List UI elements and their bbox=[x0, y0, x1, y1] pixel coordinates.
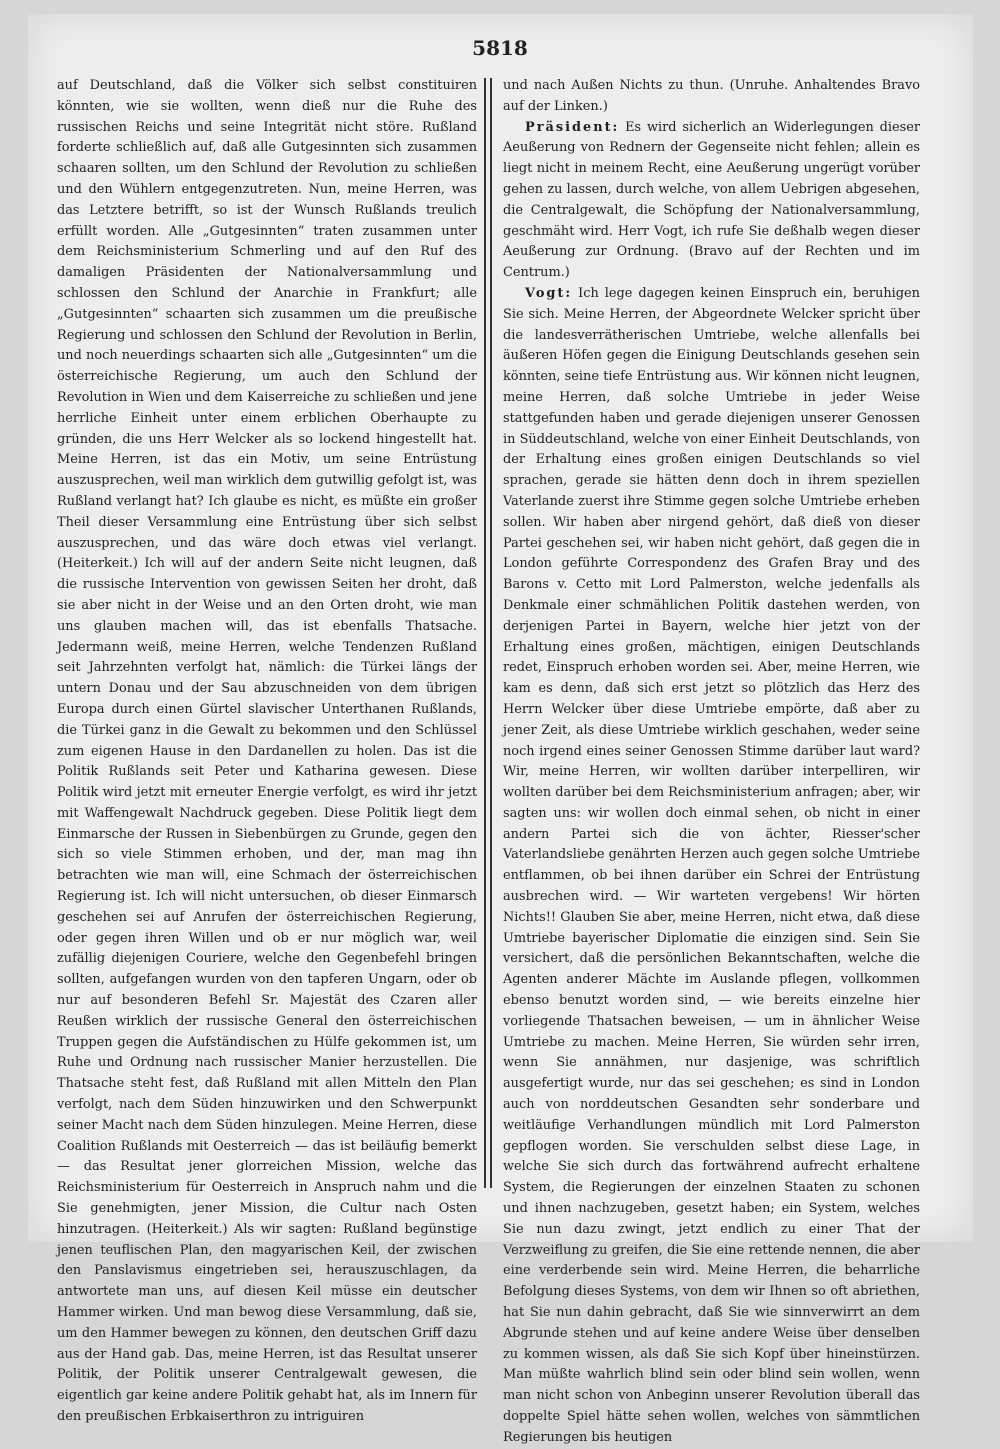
president-speech-text: Es wird sicherlich an Widerlegungen dieser Aeußerung von Rednern der Gegenseite nicht fehlen; allein es liegt nicht in meinem Recht, eine Aeußerung ungerügt vorüber gehen zu lassen, durch welche, von allem Uebrigen abgesehen, die Centralgewalt, die Schöpfung der Nationalversammlung, geschmäht wird. Herr Vogt, ich rufe Sie deßhalb wegen dieser Aeußerung zur Ordnung. (Bravo auf der Rechten und im Centrum.) bbox=[503, 119, 920, 281]
column-divider-left bbox=[484, 78, 486, 1188]
right-column-paragraph-1: und nach Außen Nichts zu thun. (Unruhe. Anhaltendes Bravo auf der Linken.) bbox=[503, 78, 920, 114]
president-speech bbox=[503, 118, 920, 284]
left-column bbox=[57, 76, 477, 1428]
speaker-president: Präsident: bbox=[525, 119, 620, 135]
speaker-vogt: Vogt: bbox=[525, 285, 573, 301]
column-divider-right bbox=[490, 78, 492, 1188]
vogt-speech-text: Ich lege dagegen keinen Einspruch ein, beruhigen Sie sich. Meine Herren, der Abgeordnete Welcker spricht über die landesverrätherischen Umtriebe, welche allenfalls bei äußeren Höfen gegen die Einigung Deutschlands gesehen sein könnten, seine tiefe Entrüstung aus. Wir können nicht leugnen, meine Herren, daß solche Umtriebe in jeder Weise stattgefunden haben und gerade diejenigen unserer Genossen in Süddeutschland, welche von einer Einheit Deutschlands, von der Erhaltung eines großen einigen Deutschlands so viel sprachen, gerade sie hätten denn doch in ihrem speziellen Vaterlande zuerst ihre Stimme gegen solche Umtriebe erheben sollen. Wir haben aber nirgend gehört, daß dieß von dieser Partei geschehen sei, wir haben nicht gehört, daß gegen die in London geführte Correspondenz des Grafen Bray und des Barons v. Cetto mit Lord Palmerston, welche jedenfalls als Denkmale einer schmählichen Politik dastehen werden, von derjenigen Partei in Bayern, welche hier jetzt von der Erhaltung eines großen, mächtigen, einigen Deutschlands redet, Einspruch erhoben worden sei. Aber, meine Herren, wie kam es denn, daß sich erst jetzt so plötzlich das Herz des Herrn Welcker über diese Umtriebe empörte, daß aber zu jener Zeit, als diese Umtriebe wirklich geschahen, weder seine noch irgend eines seiner Genossen Stimme darüber laut ward? Wir, meine Herren, wir wollten darüber interpelliren, wir wollten darüber bei dem Reichsministerium anfragen; aber, wir sagten uns: wir wollen doch einmal sehen, ob nicht in einer andern Partei sich die von ächter, Riesser'scher Vaterlandsliebe genährten Herzen auch gegen solche Umtriebe entflammen, ob bei ihnen darüber ein Schrei der Entrüstung ausbrechen wird. — Wir warteten vergebens! Wir hörten Nichts!! Glauben Sie aber, meine Herren, nicht etwa, daß diese Umtriebe bayerischer Diplomatie die einzigen sind. Sein Sie versichert, daß die persönlichen Bekanntschaften, welche die Agenten anderer Mächte im Auslande pflegen, vollkommen ebenso benutzt worden sind, — wie bereits einzelne hier vorliegende Thatsachen beweisen, — um in ähnlicher Weise Umtriebe zu machen. Meine Herren, Sie würden sehr irren, wenn Sie annähmen, nur dasjenige, was schriftlich ausgefertigt wurde, nur das sei geschehen; es sind in London auch von norddeutschen Gesandten sehr sonderbare und weitläufige Verhandlungen mündlich mit Lord Palmerston gepflogen worden. Sie verschulden selbst diese Lage, in welche Sie sich durch das fortwährend aufrecht erhaltene System, die Regierungen der einzelnen Staaten zu schonen und ihnen nachzugeben, gesetzt haben; ein System, welches Sie nun dazu zwingt, jetzt endlich zu einer That der Verzweiflung zu greifen, die Sie eine rettende nennen, die aber eine verderbende sein wird. Meine Herren, die beharrliche Befolgung dieses Systems, von dem wir Ihnen so oft abriethen, hat Sie nun dahin gebracht, daß Sie wie sinnverwirrt an dem Abgrunde stehen und auf keine andere Weise über denselben zu kommen wissen, als daß Sie sich Kopf über hineinstürzen. Man müßte wahrlich blind sein oder blind sein wollen, wenn man nicht schon von Anbeginn unserer Revolution überall das doppelte Spiel hätte sehen wollen, welches von sämmtlichen Regierungen bis heutigen bbox=[503, 285, 920, 1445]
right-column bbox=[503, 76, 920, 1449]
vogt-speech bbox=[503, 284, 920, 1449]
left-column-text: auf Deutschland, daß die Völker sich selbst constituiren könnten, wie sie wollten, wenn dieß nur die Ruhe des russischen Reichs und seine Integrität nicht störe. Rußland forderte schließlich auf, daß alle Gutgesinnten sich zusammen schaaren sollten, um den Schlund der Revolution zu schließen und den Wühlern entgegenzutreten. Nun, meine Herren, was das Letztere betrifft, so ist der Wunsch Rußlands treulich erfüllt worden. Alle „Gutgesinnten“ traten zusammen unter dem Reichsministerium Schmerling und auf den Ruf des damaligen Präsidenten der Nationalversammlung und schlossen den Schlund der Anarchie in Frankfurt; alle „Gutgesinnten“ schaarten sich zusammen um die preußische Regierung und schlossen den Schlund der Revolution in Berlin, und noch neuerdings schaarten sich alle „Gutgesinnten“ um die österreichische Regierung, um auch den Schlund der Revolution in Wien und dem Kaiserreiche zu schließen und jene herrliche Einheit unter einem erblichen Oberhaupte zu gründen, die uns Herr Welcker als so lockend hingestellt hat. Meine Herren, ist das ein Motiv, um seine Entrüstung auszusprechen, weil man wirklich dem gutwillig gefolgt ist, was Rußland verlangt hat? Ich glaube es nicht, es müßte ein großer Theil dieser Versammlung eine Entrüstung über sich selbst auszusprechen, und das wäre doch etwas viel verlangt. (Heiterkeit.) Ich will auf der andern Seite nicht leugnen, daß die russische Intervention von gewissen Seiten her droht, daß sie aber nicht in der Weise und an den Orten droht, wie man uns glauben machen will, das ist ebenfalls Thatsache. Jedermann weiß, meine Herren, welche Tendenzen Rußland seit Jahrzehnten verfolgt hat, nämlich: die Türkei längs der untern Donau und der Sau abzuschneiden von dem übrigen Europa durch einen Gürtel slavischer Unterthanen Rußlands, die Türkei ganz in die Gewalt zu bekommen und den Schlüssel zum eigenen Hause in den Dardanellen zu holen. Das ist die Politik Rußlands seit Peter und Katharina gewesen. Diese Politik wird jetzt mit erneuter Energie verfolgt, es wird ihr jetzt mit Waffengewalt Nachdruck gegeben. Diese Politik liegt dem Einmarsche der Russen in Siebenbürgen zu Grunde, gegen den sich so viele Stimmen erhoben, und der, man mag ihn betrachten wie man will, eine Schmach der österreichischen Regierung ist. Ich will nicht untersuchen, ob dieser Einmarsch geschehen sei auf Anrufen der österreichischen Regierung, oder gegen ihren Willen und ob er nur möglich war, weil zufällig diejenigen Couriere, welche den Gegenbefehl bringen sollten, aufgefangen wurden von den tapferen Ungarn, oder ob nur auf besonderen Befehl Sr. Majestät des Czaren aller Reußen wirklich der russische General den österreichischen Truppen gegen die Aufständischen zu Hülfe gekommen ist, um Ruhe und Ordnung nach russischer Manier herzustellen. Die Thatsache steht fest, daß Rußland mit allen Mitteln den Plan verfolgt, nach dem Süden hinzuwirken und den Schwerpunkt seiner Macht nach dem Süden hinzulegen. Meine Herren, diese Coalition Rußlands mit Oesterreich — das ist beiläufig bemerkt — das Resultat jener glorreichen Mission, welche das Reichsministerium für Oesterreich in Anspruch nahm und die Sie genehmigten, jener Mission, die Cultur nach Osten hinzutragen. (Heiterkeit.) Als wir sagten: Rußland begünstige jenen teuflischen Plan, den magyarischen Keil, der zwischen den Panslavismus eingetrieben sei, herauszuschlagen, da antwortete man uns, auf diesen Keil müsse ein deutscher Hammer wirken. Und man bewog diese Versammlung, daß sie, um den Hammer bewegen zu können, den deutschen Griff dazu aus der Hand gab. Das, meine Herren, ist das Resultat unserer Politik, der Politik unserer Centralgewalt gewesen, die eigentlich gar keine andere Politik gehabt hat, als im Innern für den preußischen Erbkaiserthron zu intriguiren bbox=[57, 78, 477, 1424]
page-number: 5818 bbox=[472, 36, 528, 60]
